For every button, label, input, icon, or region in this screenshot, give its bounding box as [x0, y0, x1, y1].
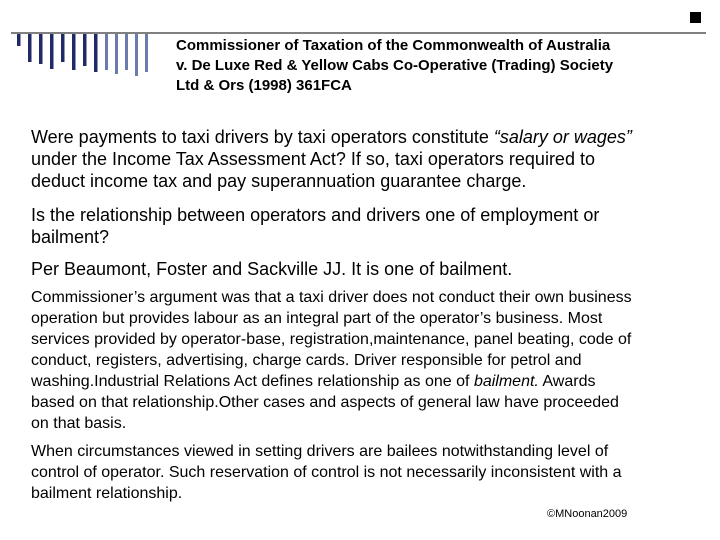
question-salary-or-wages: [31, 126, 632, 192]
corner-square: [690, 12, 701, 23]
bailment-italic: bailment.: [473, 373, 539, 390]
argument-line: operation but provides labour as an integral part of the operator’s business. Most: [31, 310, 603, 327]
conclusion: [31, 441, 622, 504]
argument-line: Commissioner’s argument was that a taxi driver does not conduct their own business: [31, 289, 632, 306]
holding-line: Per Beaumont, Foster and Sackville JJ. It is one of bailment.: [31, 259, 513, 279]
argument-line: conduct, registers, advertising, charge cards. Driver responsible for petrol and: [31, 352, 582, 369]
title-line: v. De Luxe Red & Yellow Cabs Co-Operative (Trading) Society: [176, 57, 614, 74]
argument-line: services provided by operator-base, registration,maintenance, panel beating, code of: [31, 331, 632, 348]
title-line: Commissioner of Taxation of the Commonwealth of Australia: [176, 37, 611, 54]
copyright-credit: ©MNoonan2009: [547, 508, 628, 520]
question-employment-or-bailment: [31, 204, 599, 248]
argument-line: on that basis.: [31, 415, 127, 432]
slide-title: [176, 36, 716, 96]
conclusion-line: bailment relationship.: [31, 485, 183, 502]
argument-line: washing.Industrial Relations Act defines relationship as one of bailment. Awards: [31, 373, 596, 390]
question-line: under the Income Tax Assessment Act? If so, taxi operators required to: [31, 149, 595, 169]
conclusion-line: control of operator. Such reservation of control is not necessarily inconsistent with a: [31, 464, 622, 481]
vertical-bars-pattern: [17, 34, 148, 76]
question-line: bailment?: [31, 227, 110, 247]
question-line: deduct income tax and pay superannuation guarantee charge.: [31, 171, 527, 191]
question-line: Were payments to taxi drivers by taxi operators constitute “salary or wages”: [31, 127, 632, 147]
title-line: Ltd & Ors (1998) 361FCA: [176, 77, 352, 94]
court-holding: [31, 258, 512, 280]
argument-line: based on that relationship.Other cases and aspects of general law have proceeded: [31, 394, 619, 411]
salary-wages-italic: “salary or wages”: [493, 127, 632, 147]
conclusion-line: When circumstances viewed in setting drivers are bailees notwithstanding level of: [31, 443, 609, 460]
commissioner-argument: [31, 287, 632, 434]
question-line: Is the relationship between operators and drivers one of employment or: [31, 205, 600, 225]
